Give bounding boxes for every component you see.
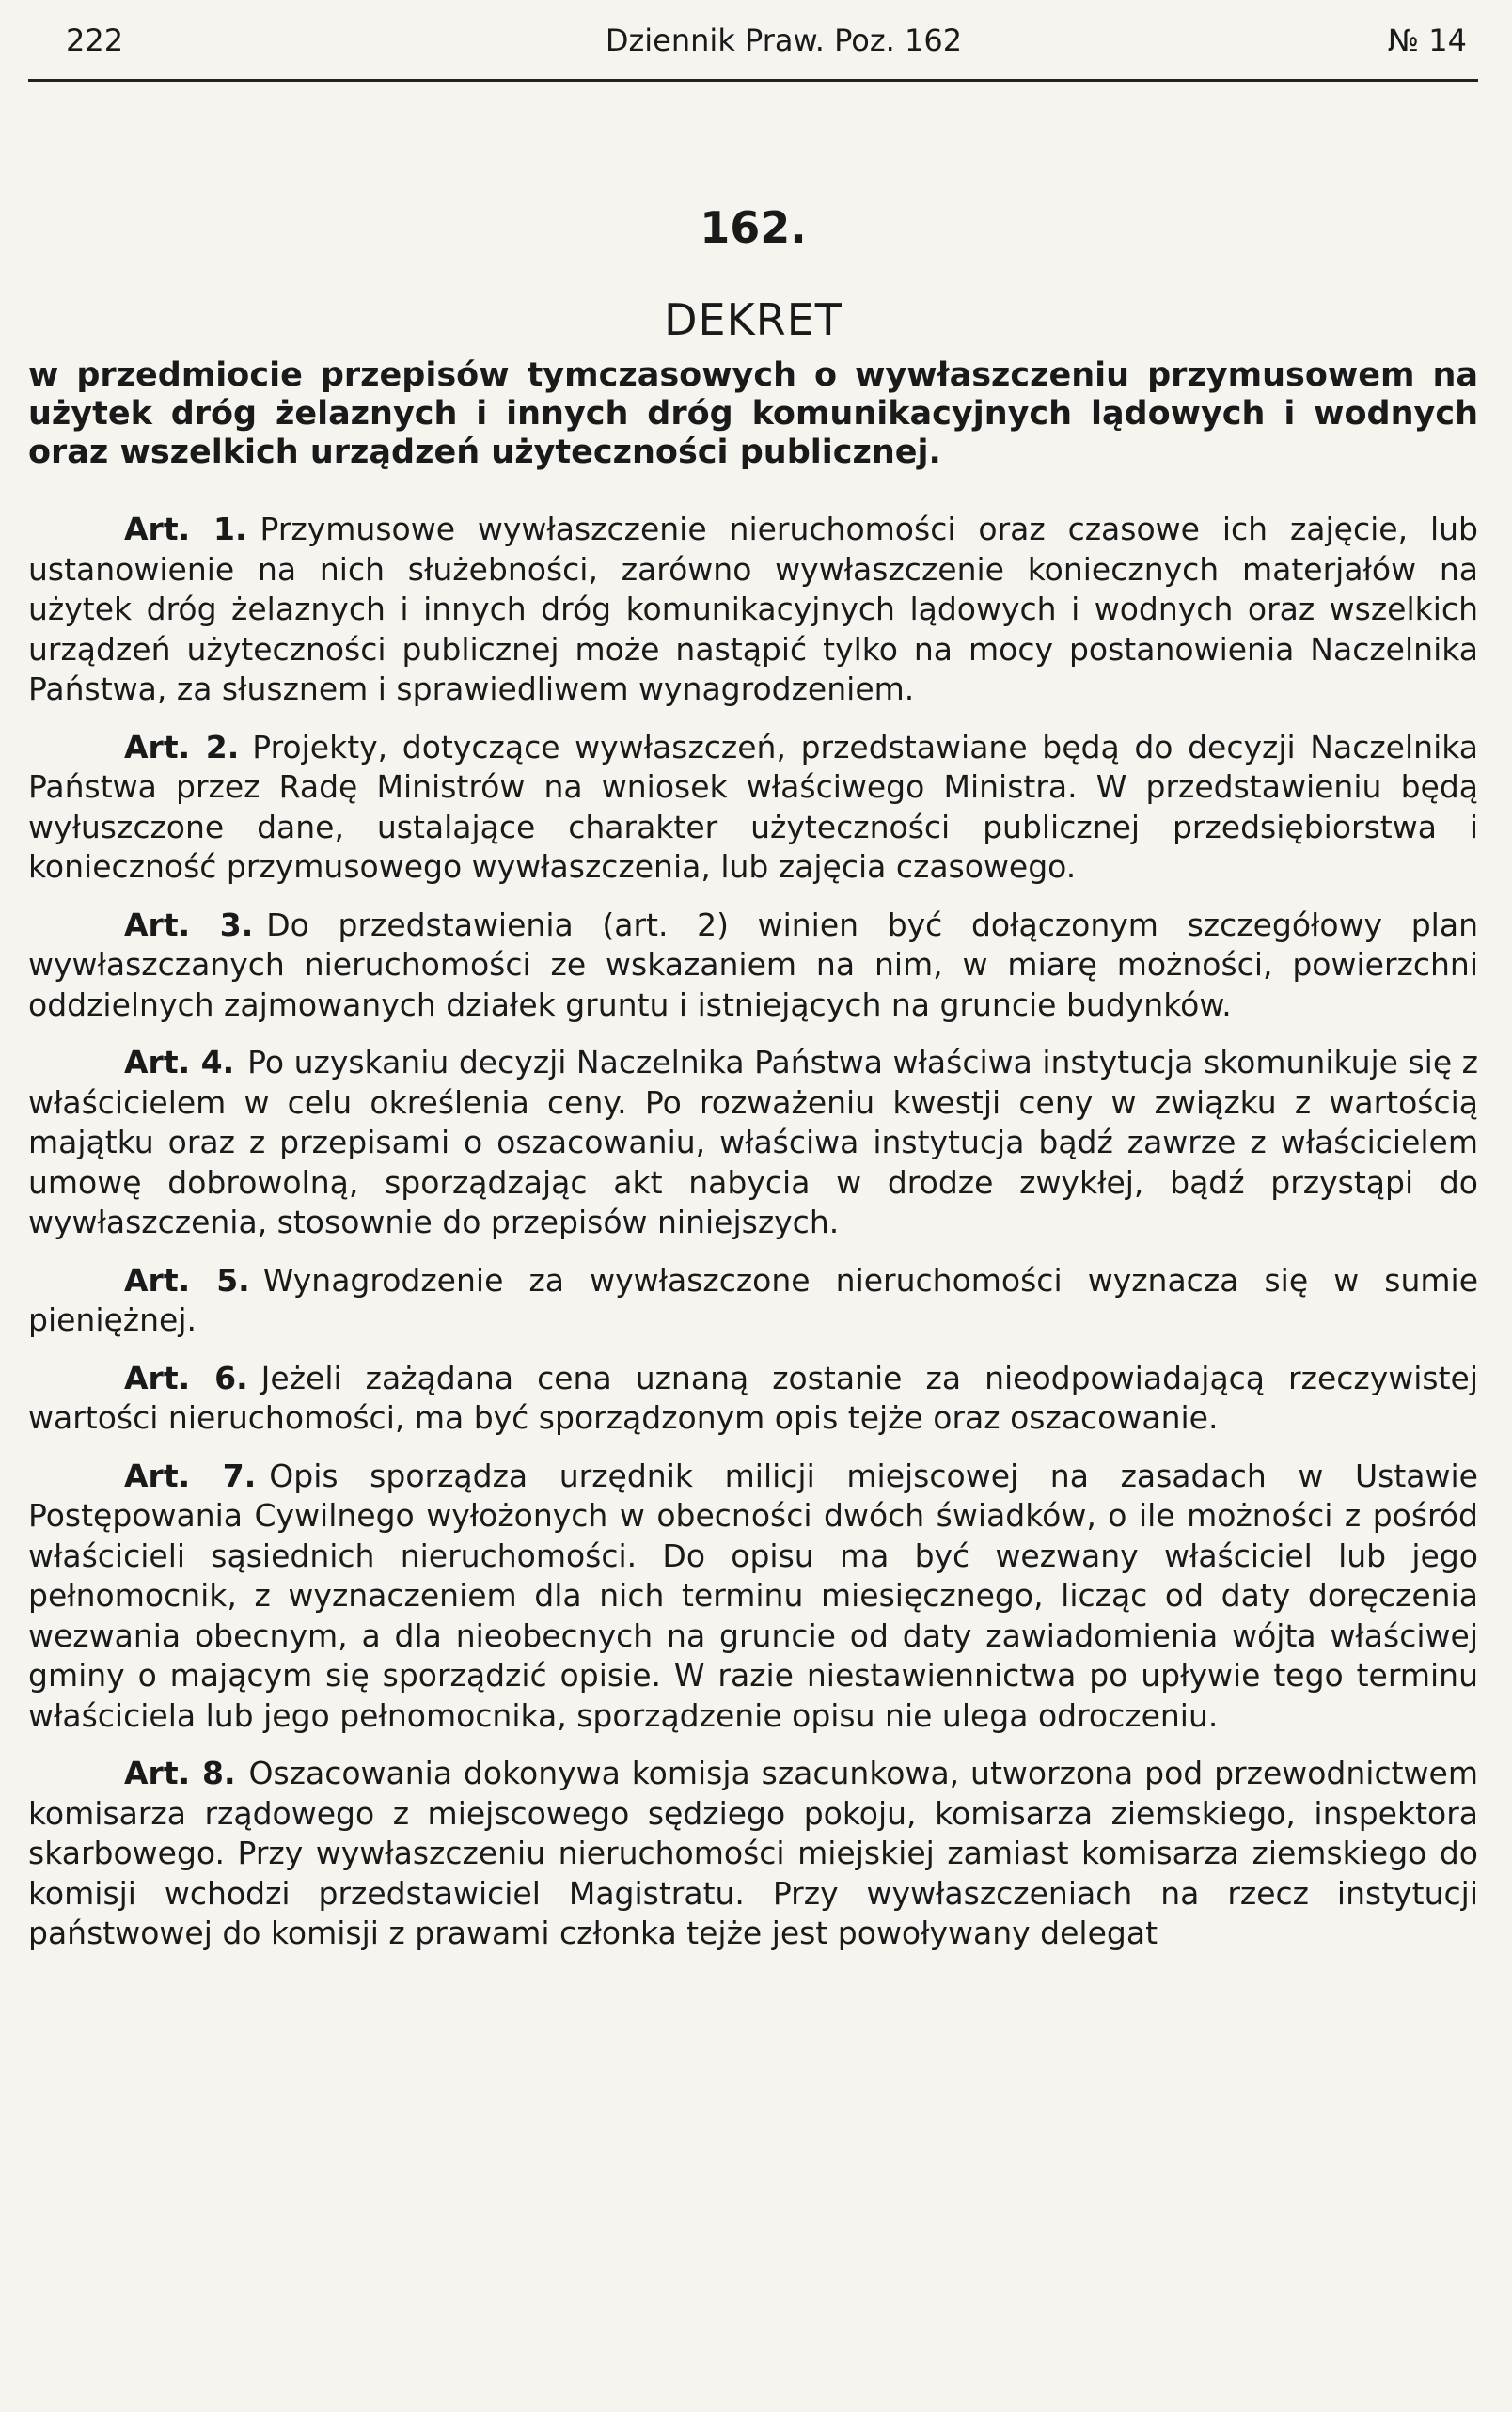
decree-subject: w przedmiocie przepisów tymczasowych o wywłaszczeniu przymusowem na użytek dróg żelaznych i innych dróg komunikacyjnych lądowych i wodnych oraz wszelkich urządzeń użyteczności publicznej.: [28, 356, 1478, 471]
article-7: [28, 1457, 1478, 1737]
article-1: [28, 510, 1478, 710]
article-text: Jeżeli zażądana cena uznaną zostanie za nieodpowiadającą rzeczywistej wartości nieruchomości, ma być sporządzonym opis tejże oraz oszacowanie.: [28, 1359, 1478, 1436]
article-label: Art. 7.: [124, 1457, 257, 1494]
running-header: [28, 23, 1478, 58]
header-rule: [28, 79, 1478, 82]
issue-number: № 14: [1387, 23, 1467, 58]
article-3: [28, 906, 1478, 1026]
position-number: 162.: [700, 202, 807, 253]
article-text: Oszacowania dokonywa komisja szacunkowa, utworzona pod przewodnictwem komisarza rządowego z miejscowego sędziego pokoju, komisarza ziemskiego, inspektora skarbowego. Przy wywłaszczeniu nieruchomości miejskiej zamiast komisarza ziemskiego do komisji wchodzi przedstawiciel Magistratu. Przy wywłaszczeniach na rzecz instytucji państwowej do komisji z prawami członka tejże jest powoływany delegat: [28, 1755, 1478, 1951]
article-label: Art. 6.: [124, 1359, 248, 1396]
article-text: Do przedstawienia (art. 2) winien być dołączonym szczegółowy plan wywłaszczanych nieruchomości ze wskazaniem na nim, w miarę możności, powierzchni oddzielnych zajmowanych działek gruntu i istniejących na gruncie budynków.: [28, 906, 1478, 1023]
article-text: Wynagrodzenie za wywłaszczone nieruchomości wyznacza się w sumie pieniężnej.: [28, 1261, 1478, 1338]
article-label: Art. 5.: [124, 1261, 250, 1299]
article-text: Opis sporządza urzędnik milicji miejscowej na zasadach w Ustawie Postępowania Cywilnego wyłożonych w obecności dwóch świadków, o ile możności z pośród właścicieli sąsiednich nieruchomości. Do opisu ma być wezwany właściciel lub jego pełnomocnik, z wyznaczeniem dla nich terminu miesięcznego, licząc od daty doręczenia wezwania obecnym, a dla nieobecnych na gruncie od daty zawiadomienia wójta właściwej gminy o mającym się sporządzić opisie. W razie niestawiennictwa po upływie tego terminu właściciela lub jego pełnomocnika, sporządzenie opisu nie ulega odroczeniu.: [28, 1457, 1478, 1734]
page-number: 222: [66, 23, 124, 58]
article-text: Przymusowe wywłaszczenie nieruchomości oraz czasowe ich zajęcie, lub ustanowienie na nich służebności, zarówno wywłaszczenie koniecznych materjałów na użytek dróg żelaznych i innych dróg komunikacyjnych lądowych i wodnych oraz wszelkich urządzeń użyteczności publicznej może nastąpić tylko na mocy postanowienia Naczelnika Państwa, za słusznem i sprawiedliwem wynagrodzeniem.: [28, 511, 1478, 707]
article-2: [28, 728, 1478, 888]
article-text: Po uzyskaniu decyzji Naczelnika Państwa właściwa instytucja skomunikuje się z właścicielem w celu określenia ceny. Po rozważeniu kwestji ceny w związku z wartością majątku oraz z przepisami o oszacowaniu, właściwa instytucja bądź zawrze z właścicielem umowę dobrowolną, sporządzając akt nabycia w drodze zwykłej, bądź przystąpi do wywłaszczenia, stosownie do przepisów niniejszych.: [28, 1044, 1478, 1240]
article-5: [28, 1261, 1478, 1341]
articles-list: [28, 510, 1478, 1954]
article-label: Art. 8.: [124, 1755, 236, 1791]
journal-title: Dziennik Praw. Poz. 162: [605, 23, 963, 58]
article-label: Art. 4.: [124, 1044, 235, 1080]
article-6: [28, 1359, 1478, 1439]
article-label: Art. 3.: [124, 906, 254, 943]
article-text: Projekty, dotyczące wywłaszczeń, przedstawiane będą do decyzji Naczelnika Państwa przez Radę Ministrów na wniosek właściwego Ministra. W przedstawieniu będą wyłuszczone dane, ustalające charakter użyteczności publicznej przedsiębiorstwa i konieczność przymusowego wywłaszczenia, lub zajęcia czasowego.: [28, 728, 1478, 885]
article-8: [28, 1754, 1478, 1954]
article-label: Art. 1.: [124, 511, 247, 547]
article-4: [28, 1043, 1478, 1243]
article-label: Art. 2.: [124, 728, 240, 765]
document-type-heading: DEKRET: [664, 294, 843, 345]
